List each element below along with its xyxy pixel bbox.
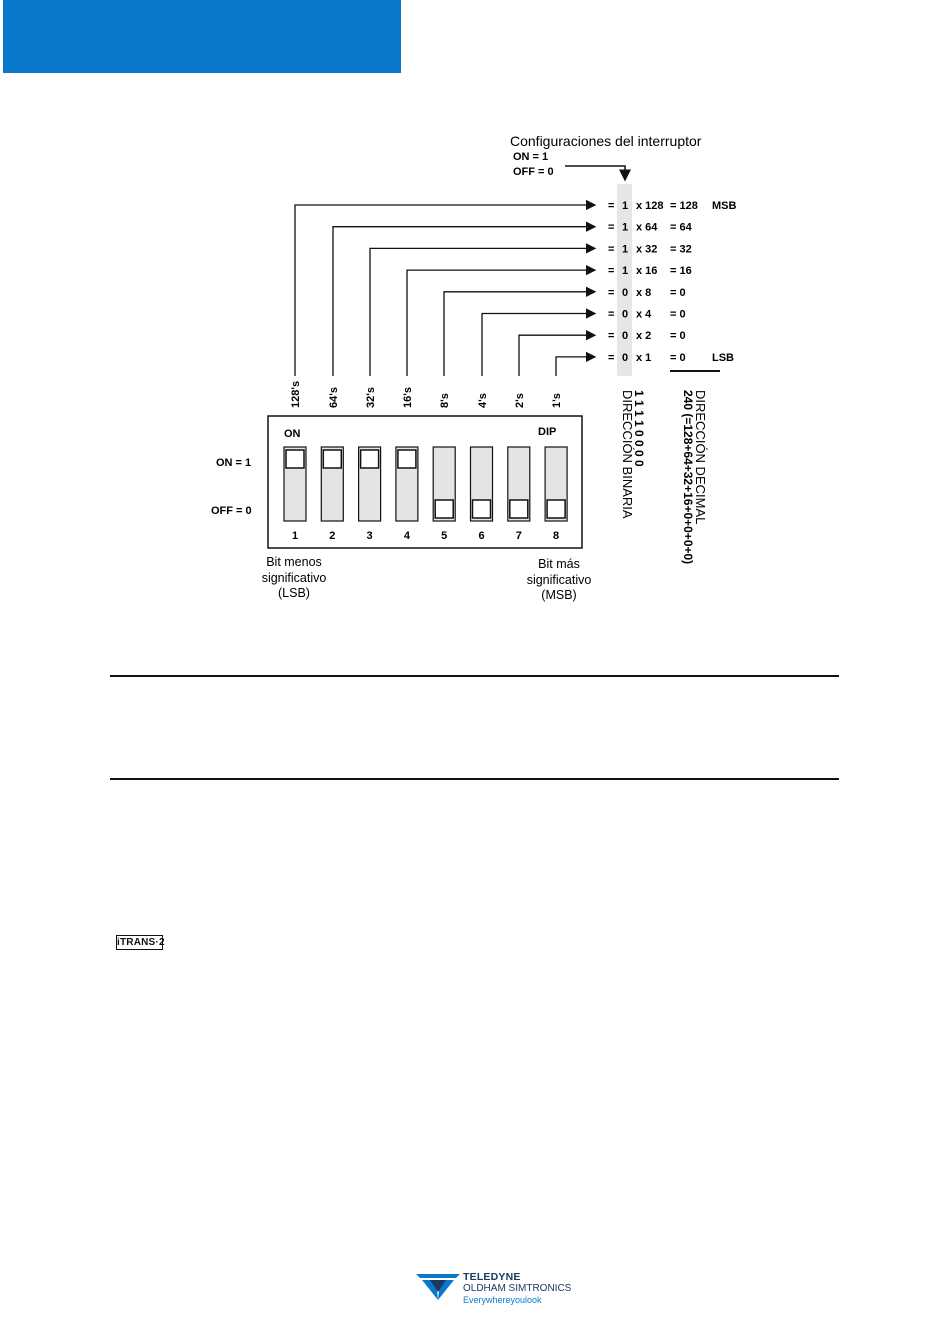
row-tag: LSB [712,351,734,364]
row-eq-sign: = [608,286,615,299]
bit-column-highlight [617,184,632,376]
row-bit: 0 [622,351,629,364]
lsb-note [262,555,327,600]
weight-arrow [407,270,595,376]
weight-label: 32's [365,387,377,408]
row-multiplier: x 32 [636,243,658,256]
off-legend: OFF = 0 [513,166,554,178]
row-multiplier: x 64 [636,221,658,234]
row-result: = 64 [670,221,692,234]
divider-bottom [110,778,839,780]
switch-number: 3 [366,530,373,542]
switch-knob[interactable] [286,450,304,468]
row-result: = 32 [670,243,692,256]
row-bit: 1 [622,200,629,212]
bit-rows [290,200,737,408]
row-bit: 1 [622,221,629,234]
switch-panel [268,416,582,548]
row-eq-sign: = [608,330,615,343]
switch-knob[interactable] [547,500,565,518]
weight-label: 4's [477,393,489,408]
weight-label: 8's [439,393,451,408]
row-bit: 0 [622,286,629,299]
row-bit: 1 [622,265,629,278]
decimal-address-title: DIRECCIÓN DECIMAL [693,390,708,525]
row-bit: 0 [622,330,629,343]
weight-label: 16's [402,387,414,408]
msb-note [527,557,592,602]
switch-number: 1 [291,530,299,542]
row-multiplier: x 4 [636,308,652,321]
row-multiplier: x 2 [636,330,652,343]
left-off-label: OFF = 0 [211,505,252,517]
weight-arrow [519,335,595,376]
weight-arrow [295,205,595,376]
on-legend: ON = 1 [513,151,549,163]
weight-arrow [333,227,595,376]
switch-number: 6 [478,530,485,542]
row-eq-sign: = [608,351,615,364]
switch-number: 7 [515,530,522,542]
row-result: = 0 [670,286,686,299]
weight-label: 128's [290,380,302,408]
brand-line3: Everywhereyoulook [463,1295,542,1305]
switch-knob[interactable] [435,500,453,518]
row-eq-sign: = [608,265,615,278]
diagram-title: Configuraciones del interruptor [510,133,702,149]
row-result: = 0 [670,330,686,343]
msb-note-line2: significativo [526,573,592,587]
binary-address-value: 1 1 1 1 0 0 0 0 [632,390,646,467]
footer-logo [416,1270,576,1310]
msb-note-line1: Bit más [538,557,580,571]
row-bit: 1 [622,243,629,256]
switch-knob[interactable] [361,450,379,468]
row-result: = 16 [670,265,692,278]
legend-arrow [565,166,625,180]
switch-knob[interactable] [510,500,528,518]
teledyne-logo-icon [416,1272,460,1302]
binary-address-title: DIRECCIÓN BINARIA [620,390,635,519]
panel-dip-label: DIP [538,426,557,438]
row-result: = 0 [670,308,686,321]
divider-top [110,675,839,677]
weight-arrow [482,314,595,377]
row-result: = 0 [670,351,686,364]
switch-number: 2 [329,530,336,542]
row-tag: MSB [712,200,737,212]
brand-line1: TELEDYNE [463,1271,521,1283]
weight-label: 64's [328,387,340,408]
brand-line2: OLDHAM SIMTRONICS [463,1283,572,1294]
row-multiplier: x 16 [636,265,658,278]
switch-knob[interactable] [323,450,341,468]
row-eq-sign: = [608,243,615,256]
row-eq-sign: = [608,308,615,321]
switch-number: 5 [441,530,448,542]
weight-arrow [556,357,595,376]
left-on-label: ON = 1 [216,457,252,469]
row-eq-sign: = [608,200,615,212]
lsb-note-line1: Bit menos [266,555,322,569]
product-badge: iTRANS·2 [117,937,165,948]
row-multiplier: x 8 [636,286,652,299]
row-eq-sign: = [608,221,615,234]
switch-knob[interactable] [473,500,491,518]
row-multiplier: x 128 [636,200,664,212]
switch-knob[interactable] [398,450,416,468]
lsb-note-line2: significativo [261,571,327,585]
row-result: = 128 [670,200,698,212]
switch-number: 4 [403,530,410,542]
weight-label: 1's [551,393,563,408]
weight-label: 2's [514,393,526,408]
row-multiplier: x 1 [636,351,652,364]
switch-number: 8 [553,530,560,542]
msb-note-line3: (MSB) [541,588,577,602]
lsb-note-line3: (LSB) [278,586,310,600]
row-bit: 0 [622,308,629,321]
decimal-address-value: 240 (=128+64+32+16+0+0+0+0) [681,390,695,565]
panel-on-label: ON [284,428,301,440]
